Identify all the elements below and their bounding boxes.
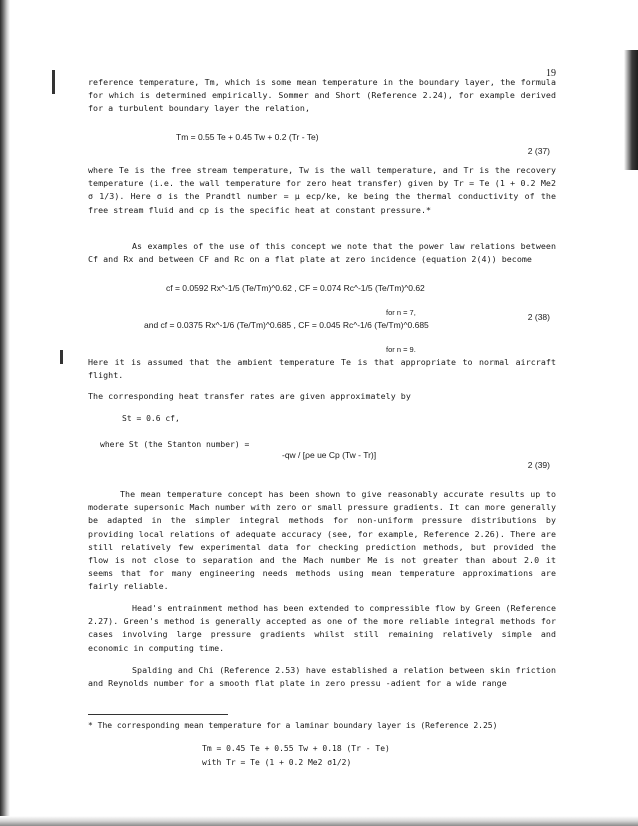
footnote-rule	[88, 714, 228, 715]
binding-mark	[60, 350, 63, 364]
equation-2-39: -qw / [ρe ue Cp (Tw - Tr)]	[282, 450, 377, 460]
equation-2-38-n9: and cf = 0.0375 Rx^-1/6 (Te/Tm)^0.685 , CF = 0.045 Rc^-1/6 (Te/Tm)^0.685	[144, 320, 429, 330]
equation-2-38-n7: cf = 0.0592 Rx^-1/5 (Te/Tm)^0.62 , CF = 0.074 Rc^-1/5 (Te/Tm)^0.62	[166, 283, 425, 293]
paragraph-heat-transfer: The corresponding heat transfer rates are given approximately by	[88, 391, 411, 401]
equation-number-2-39: 2 (39)	[527, 460, 550, 470]
paragraph-mean-temperature-concept: The mean temperature concept has been shown to give reasonably accurate results up to moderate supersonic Mach number with zero or small pressure gradients. It can more generally be adapted in the simpler integral methods for non-uniform pressure distributions by providing local relations of adequate accuracy (see, for example, Reference 2.26). There are still relatively few experimental data for checking prediction methods, but provided the flow is not close to separation and the Mach number Me is not greater than about 2.0 it seems that for many engineering needs methods using mean temperature approximations are fairly reliable.	[88, 489, 556, 592]
equation-number-2-38: 2 (38)	[527, 312, 550, 322]
page-number: 19	[546, 68, 556, 79]
scan-right-edge	[624, 50, 638, 170]
paragraph-head-entrainment: Head's entrainment method has been extended to compressible flow by Green (Reference 2.27). Green's method is generally accepted as one of the more reliable integral methods for cases involving large pressure gradients whilst still remaining relatively simple and economic in computing time.	[88, 603, 556, 653]
binding-mark	[52, 70, 55, 94]
paragraph-power-law: As examples of the use of this concept we note that the power law relations between Cf and Rx and between CF and Rc on a flat plate at zero incidence (equation 2(4)) become	[88, 241, 556, 265]
paragraph-spalding-chi: Spalding and Chi (Reference 2.53) have established a relation between skin friction and Reynolds number for a smooth flat plate in zero pressu -adient for a wide range	[88, 665, 556, 689]
paragraph-reference-temperature: reference temperature, Tm, which is some mean temperature in the boundary layer, the formula for which is determined empirically. Sommer and Short (Reference 2.24), for example derived for a turbulent boundary layer the relation,	[88, 77, 556, 114]
scan-bottom-edge	[0, 816, 638, 826]
footnote-recovery-relation: with Tr = Te (1 + 0.2 Me2 σ1/2)	[202, 758, 352, 767]
scan-left-edge	[0, 0, 10, 826]
stanton-definition-label: where St (the Stanton number) =	[100, 440, 250, 449]
condition-n9: for n = 9.	[386, 345, 416, 354]
equation-number-2-37: 2 (37)	[527, 146, 550, 156]
footnote-text: * The corresponding mean temperature for a laminar boundary layer is (Reference 2.25)	[88, 721, 498, 730]
equation-2-37: Tm = 0.55 Te + 0.45 Tw + 0.2 (Tr - Te)	[176, 132, 319, 142]
paragraph-ambient-temperature: Here it is assumed that the ambient temperature Te is that appropriate to normal aircraft flight.	[88, 357, 556, 381]
paragraph-temperatures: where Te is the free stream temperature, Tw is the wall temperature, and Tr is the recovery temperature (i.e. the wall temperature for zero heat transfer) given by Tr = Te (1 + 0.2 Me2 σ 1/3). Here σ is the Prandtl number = μ ecp/ke, ke being the thermal conductivity of the free stream fluid and cp is the specific heat at constant pressure.*	[88, 165, 556, 215]
footnote-equation: Tm = 0.45 Te + 0.55 Tw + 0.18 (Tr - Te)	[202, 744, 390, 753]
condition-n7: for n = 7,	[386, 308, 416, 317]
stanton-relation: St = 0.6 cf,	[122, 414, 180, 423]
